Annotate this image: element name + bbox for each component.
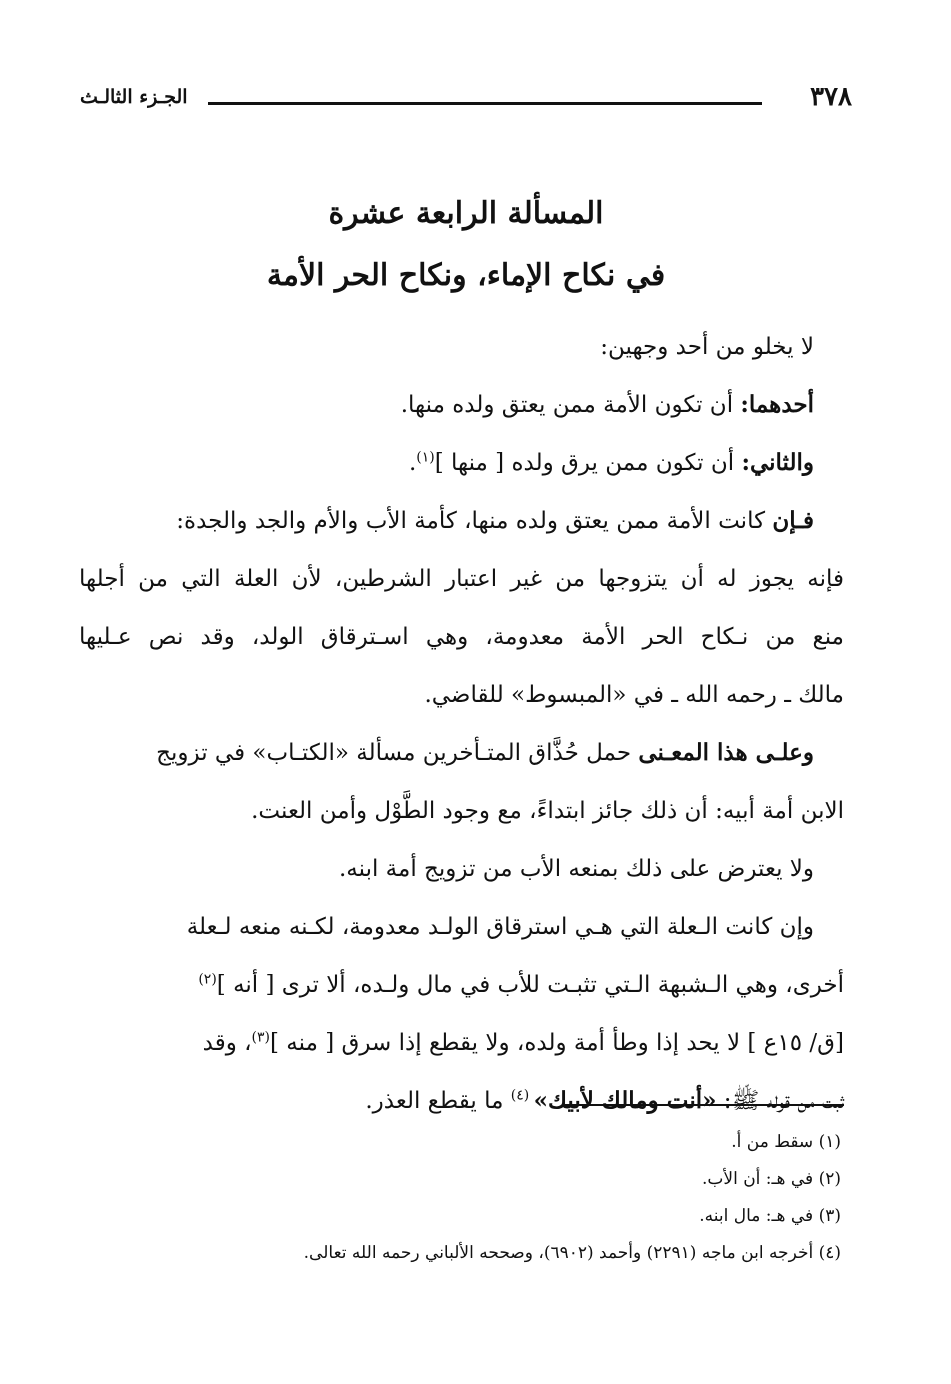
page-number: ٣٧٨ [810, 82, 852, 112]
body-text [79, 318, 844, 1130]
text-line [79, 724, 844, 782]
text-line [79, 956, 844, 1014]
footnote-rule [562, 1104, 844, 1106]
text-line [79, 376, 844, 434]
header-rule [208, 102, 762, 105]
line-text: حمل حُذَّاق المتـأخرين مسألة «الكتـاب» في تزويج [156, 740, 639, 766]
footnote-ref: (٢) [198, 971, 217, 988]
line-text: ما يقطع العذر. [365, 1088, 511, 1114]
line-text: [ق/ ١٥ع ] لا يحد إذا وطأ أمة ولده، ولا يقطع إذا سرق [ منه ] [270, 1030, 844, 1056]
text-line [79, 550, 844, 608]
line-text: لا يخلو من أحد وجهين: [600, 334, 814, 360]
footnote: (٤) أخرجه ابن ماجه (٢٢٩١) وأحمد (٦٩٠٢)، وصححه الألباني رحمه الله تعالى. [303, 1243, 841, 1263]
footnote-ref: (٣) [251, 1029, 271, 1046]
line-text: كانت الأمة ممن يعتق ولده منها، كأمة الأب والأم والجد والجدة: [176, 508, 773, 534]
line-text: ، وقد [202, 1030, 252, 1056]
running-header [80, 82, 852, 116]
line-text: الابن أمة أبيه: أن ذلك جائز ابتداءً، مع وجود الطَّوْل وأمن العنت. [251, 798, 844, 824]
text-line [79, 1014, 844, 1072]
text-line [79, 666, 844, 724]
lead-word: والثاني: [741, 449, 814, 476]
text-line [79, 434, 844, 492]
text-line [79, 1072, 844, 1130]
text-line [79, 318, 844, 376]
text-line [79, 840, 844, 898]
hadith-quote: «أنت ومالك لأبيك» [533, 1087, 717, 1114]
footnote-ref: (٤) [510, 1087, 534, 1104]
line-text: أن تكون ممن يرق ولده [ منها ] [434, 450, 742, 476]
line-text: أن تكون الأمة ممن يعتق ولده منها. [400, 392, 741, 418]
line-text: فإنه يجوز له أن يتزوجها من غير اعتبار الشرطين، لأن العلة التي من أجلها [79, 566, 844, 592]
line-text: منع من نـكاح الحر الأمة معدومة، وهي اسـترقاق الولد، وقد نص عـليها [79, 624, 844, 650]
line-text: ثبت من قوله ﷺ: [716, 1088, 844, 1114]
text-line [79, 492, 844, 550]
lead-word: فـإن [772, 507, 814, 534]
chapter-title: المسألة الرابعة عشرة [328, 196, 604, 231]
line-text: أخرى، وهي الـشبهة الـتي تثبـت للأب في مال ولـده، ألا ترى [ أنه ] [216, 972, 844, 998]
footnote: (١) سقط من أ. [731, 1132, 841, 1152]
lead-word: وعلـى هذا المعـنى [638, 739, 814, 766]
line-text: ولا يعترض على ذلك بمنعه الأب من تزويج أمة ابنه. [338, 856, 814, 882]
footnote: (٢) في هـ: أن الأب. [701, 1169, 841, 1189]
line-text: وإن كانت الـعلة التي هـي استرقاق الولـد معدومة، لكـنه منعه لـعلة [186, 914, 814, 940]
footnote: (٣) في هـ: مال ابنه. [699, 1206, 841, 1226]
lead-word: أحدهما: [740, 391, 814, 418]
text-line [79, 608, 844, 666]
text-line [79, 782, 844, 840]
part-title: الجـزء الثالـث [80, 86, 188, 108]
text-line [79, 898, 844, 956]
chapter-subtitle: في نكاح الإماء، ونكاح الحر الأمة [266, 258, 666, 293]
footnote-ref: (١) [416, 449, 435, 466]
footnotes [141, 1124, 841, 1272]
line-text: مالك ـ رحمه الله ـ في «المبسوط» للقاضي. [424, 682, 844, 708]
line-text: . [408, 450, 417, 476]
